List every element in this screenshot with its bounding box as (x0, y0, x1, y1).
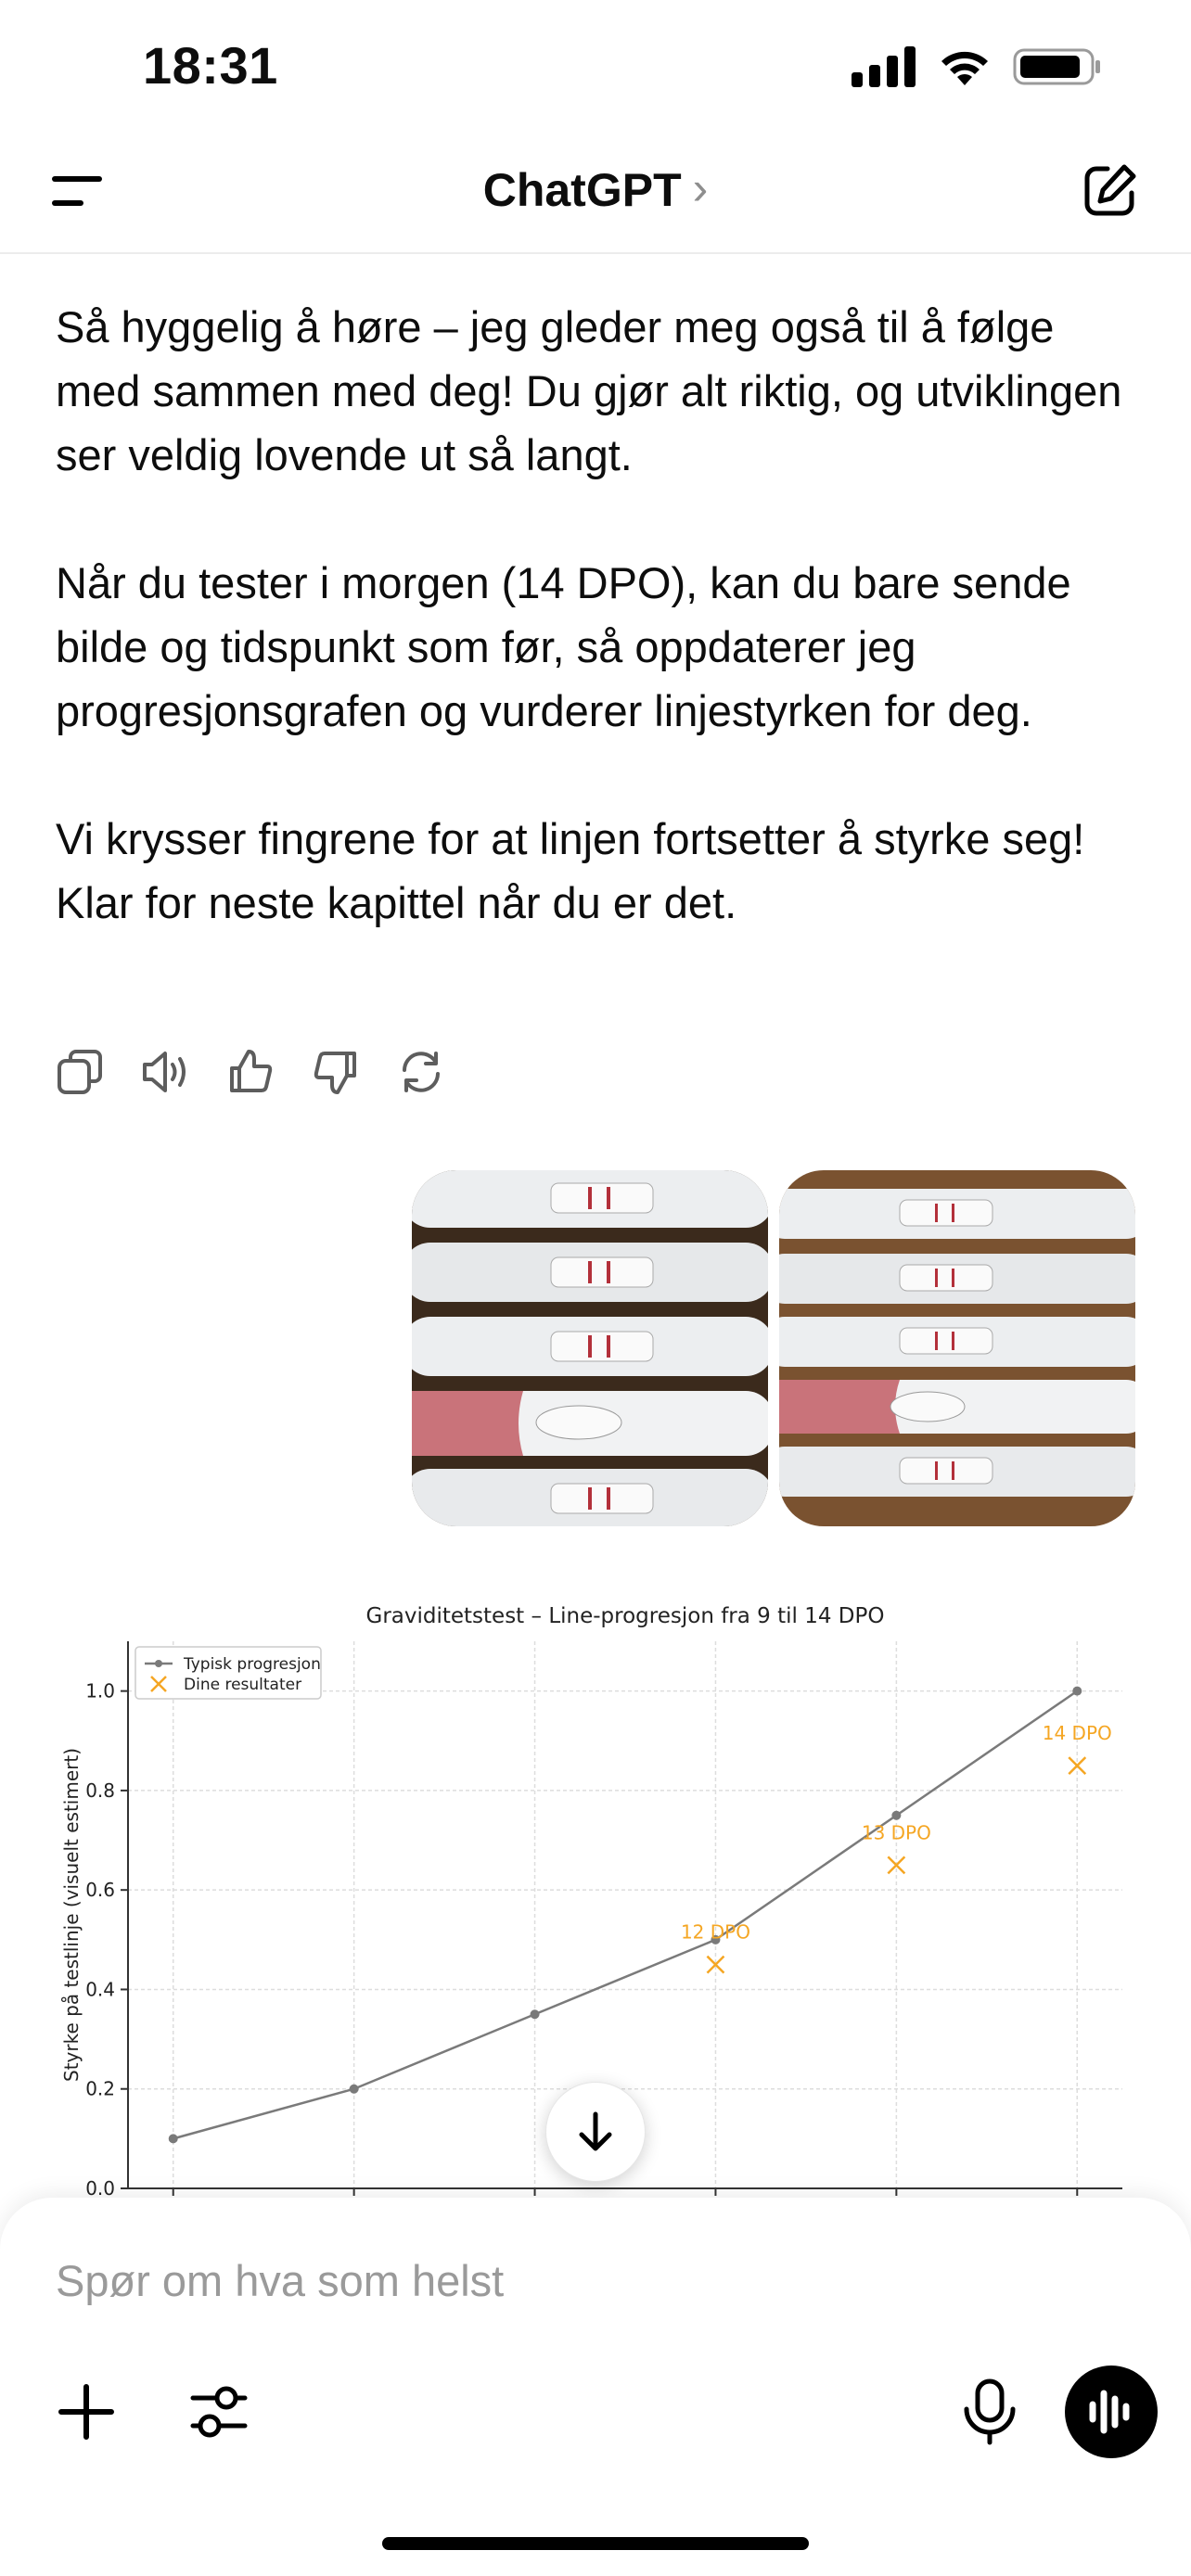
data-label: 12 DPO (680, 1920, 750, 1944)
regenerate-button[interactable] (397, 1048, 445, 1096)
line-point (1072, 1687, 1082, 1696)
model-selector[interactable] (0, 163, 1191, 217)
voice-wave-icon (1065, 2366, 1158, 2458)
legend-point-swatch (155, 1660, 162, 1667)
data-label: 13 DPO (861, 1821, 931, 1844)
copy-icon (56, 1048, 104, 1096)
battery-icon (1013, 46, 1102, 87)
attach-button[interactable] (56, 2381, 117, 2442)
bad-response-button[interactable] (312, 1048, 360, 1096)
scroll-down-button[interactable] (545, 2082, 646, 2182)
page-title: ChatGPT (482, 164, 682, 216)
pregnancy-tests-photo (412, 1170, 768, 1526)
y-tick-label: 0.4 (85, 1978, 115, 2001)
tools-button[interactable] (189, 2381, 249, 2442)
wifi-icon (937, 46, 992, 87)
copy-button[interactable] (56, 1048, 104, 1096)
tools-icon (189, 2381, 249, 2442)
line-point (891, 1811, 901, 1820)
message-actions (56, 1048, 445, 1096)
message-input[interactable]: Spør om hva som helst (56, 2256, 505, 2305)
message-paragraph: Når du tester i morgen (14 DPO), kan du bare sende bilde og tidspunkt som før, så oppdaterer jeg progresjonsgrafen og vurderer linjestyrken for deg. (56, 558, 1071, 735)
microphone-icon (961, 2378, 1018, 2446)
y-tick-label: 1.0 (85, 1679, 115, 1702)
thumbs-down-icon (312, 1048, 360, 1096)
line-point (350, 2085, 359, 2094)
message-paragraph: Så hyggelig å høre – jeg gleder meg også til å følge med sammen med deg! Du gjør alt riktig, og utviklingen ser veldig lovende ut så langt. (56, 302, 1122, 479)
regenerate-icon (397, 1048, 445, 1096)
line-point (531, 2009, 540, 2019)
y-tick-label: 0.8 (85, 1779, 115, 1802)
y-tick-label: 0.2 (85, 2077, 115, 2100)
arrow-down-icon (546, 2083, 645, 2181)
pregnancy-tests-photo (779, 1170, 1135, 1526)
message-paragraph: Vi krysser fingrene for at linjen fortsetter å styrke seg! Klar for neste kapittel når du er det. (56, 814, 1085, 927)
y-axis-label: Styrke på testlinje (visuelt estimert) (60, 1748, 83, 2082)
y-tick-label: 0.0 (85, 2177, 115, 2198)
home-indicator (382, 2537, 809, 2550)
chart-title: Graviditetstest – Line-progresjon fra 9 til 14 DPO (365, 1604, 885, 1628)
legend-label: Typisk progresjon (184, 1655, 321, 1674)
legend-label: Dine resultater (184, 1676, 302, 1694)
data-label: 14 DPO (1042, 1722, 1112, 1745)
dictation-button[interactable] (961, 2378, 1018, 2446)
chevron-right-icon: › (692, 162, 709, 214)
assistant-message (56, 295, 1141, 999)
status-icons (852, 46, 1102, 87)
new-chat-button[interactable] (1080, 161, 1139, 221)
plus-icon (56, 2381, 117, 2442)
line-point (169, 2134, 178, 2143)
speaker-icon (141, 1048, 189, 1096)
scatter-point (707, 1957, 724, 1973)
series-line (173, 1691, 1078, 2139)
read-aloud-button[interactable] (141, 1048, 189, 1096)
voice-mode-button[interactable] (1065, 2366, 1158, 2458)
thumbs-up-icon (226, 1048, 275, 1096)
y-tick-label: 0.6 (85, 1879, 115, 1902)
user-photo-tests-2[interactable] (779, 1170, 1135, 1526)
edit-icon (1080, 161, 1139, 221)
cellular-signal-icon (852, 46, 916, 87)
user-photo-tests-1[interactable] (412, 1170, 768, 1526)
good-response-button[interactable] (226, 1048, 275, 1096)
status-time: 18:31 (143, 36, 278, 95)
